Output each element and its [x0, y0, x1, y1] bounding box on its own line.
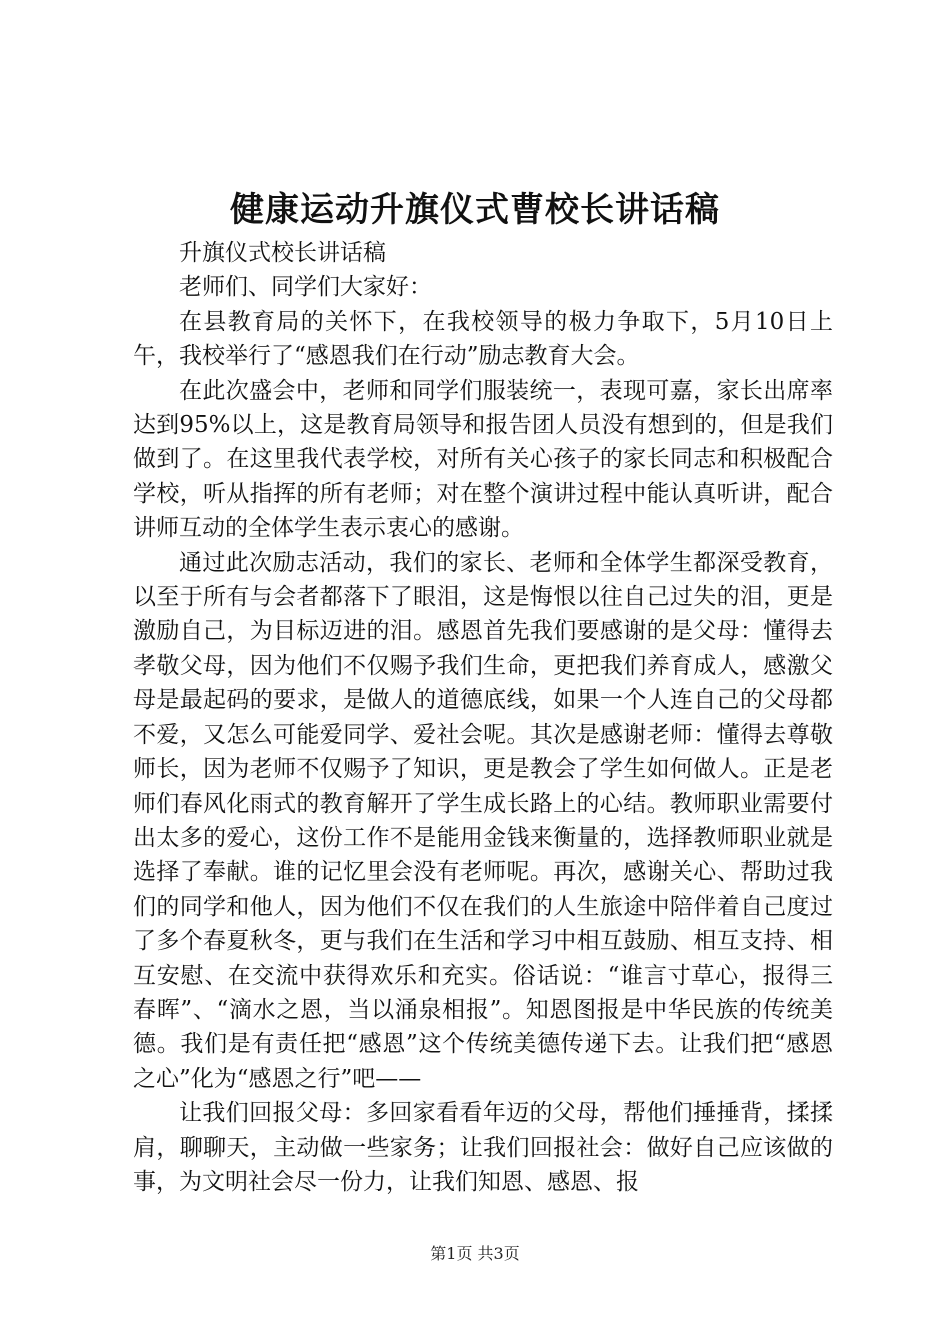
paragraph-body: 在此次盛会中，老师和同学们服装统一，表现可嘉，家长出席率达到95%以上，这是教育局领导和报告团人员没有想到的，但是我们做到了。在这里我代表学校，对所有关心孩子的家长同志和积极配合学校，听从指挥的所有老师；对在整个演讲过程中能认真听讲，配合讲师互动的全体学生表示衷心的感谢。: [133, 377, 833, 542]
page-title: 健康运动升旗仪式曹校长讲话稿: [230, 190, 720, 230]
paragraph-greeting: 老师们、同学们大家好：: [179, 274, 432, 301]
document-body: [133, 236, 833, 1199]
paragraph-body: 在县教育局的关怀下，在我校领导的极力争取下，5月10日上午，我校举行了“感恩我们在行动”励志教育大会。: [133, 308, 833, 370]
paragraph-body: 通过此次励志活动，我们的家长、老师和全体学生都深受教育，以至于所有与会者都落下了眼泪，这是悔恨以往自己过失的泪，更是激励自己，为目标迈进的泪。感恩首先我们要感谢的是父母：懂得去孝敬父母，因为他们不仅赐予我们生命，更把我们养育成人，感激父母是最起码的要求，是做人的道德底线，如果一个人连自己的父母都不爱，又怎么可能爱同学、爱社会呢。其次是感谢老师：懂得去尊敬师长，因为老师不仅赐予了知识，更是教会了学生如何做人。正是老师们春风化雨式的教育解开了学生成长路上的心结。教师职业需要付出太多的爱心，这份工作不是能用金钱来衡量的，选择教师职业就是选择了奉献。谁的记忆里会没有老师呢。再次，感谢关心、帮助过我们的同学和他人，因为他们不仅在我们的人生旅途中陪伴着自己度过了多个春夏秋冬，更与我们在生活和学习中相互鼓励、相互支持、相互安慰、在交流中获得欢乐和充实。俗话说：“谁言寸草心，报得三春晖”、“滴水之恩，当以涌泉相报”。知恩图报是中华民族的传统美德。我们是有责任把“感恩”这个传统美德传递下去。让我们把“感恩之心”化为“感恩之行”吧——: [133, 549, 833, 1092]
paragraph-body: 让我们回报父母：多回家看看年迈的父母，帮他们捶捶背，揉揉肩，聊聊天，主动做一些家务；让我们回报社会：做好自己应该做的事，为文明社会尽一份力，让我们知恩、感恩、报: [133, 1100, 833, 1195]
page-number-footer: 第1页 共3页: [430, 1244, 520, 1263]
paragraph-heading: 升旗仪式校长讲话稿: [179, 240, 386, 266]
